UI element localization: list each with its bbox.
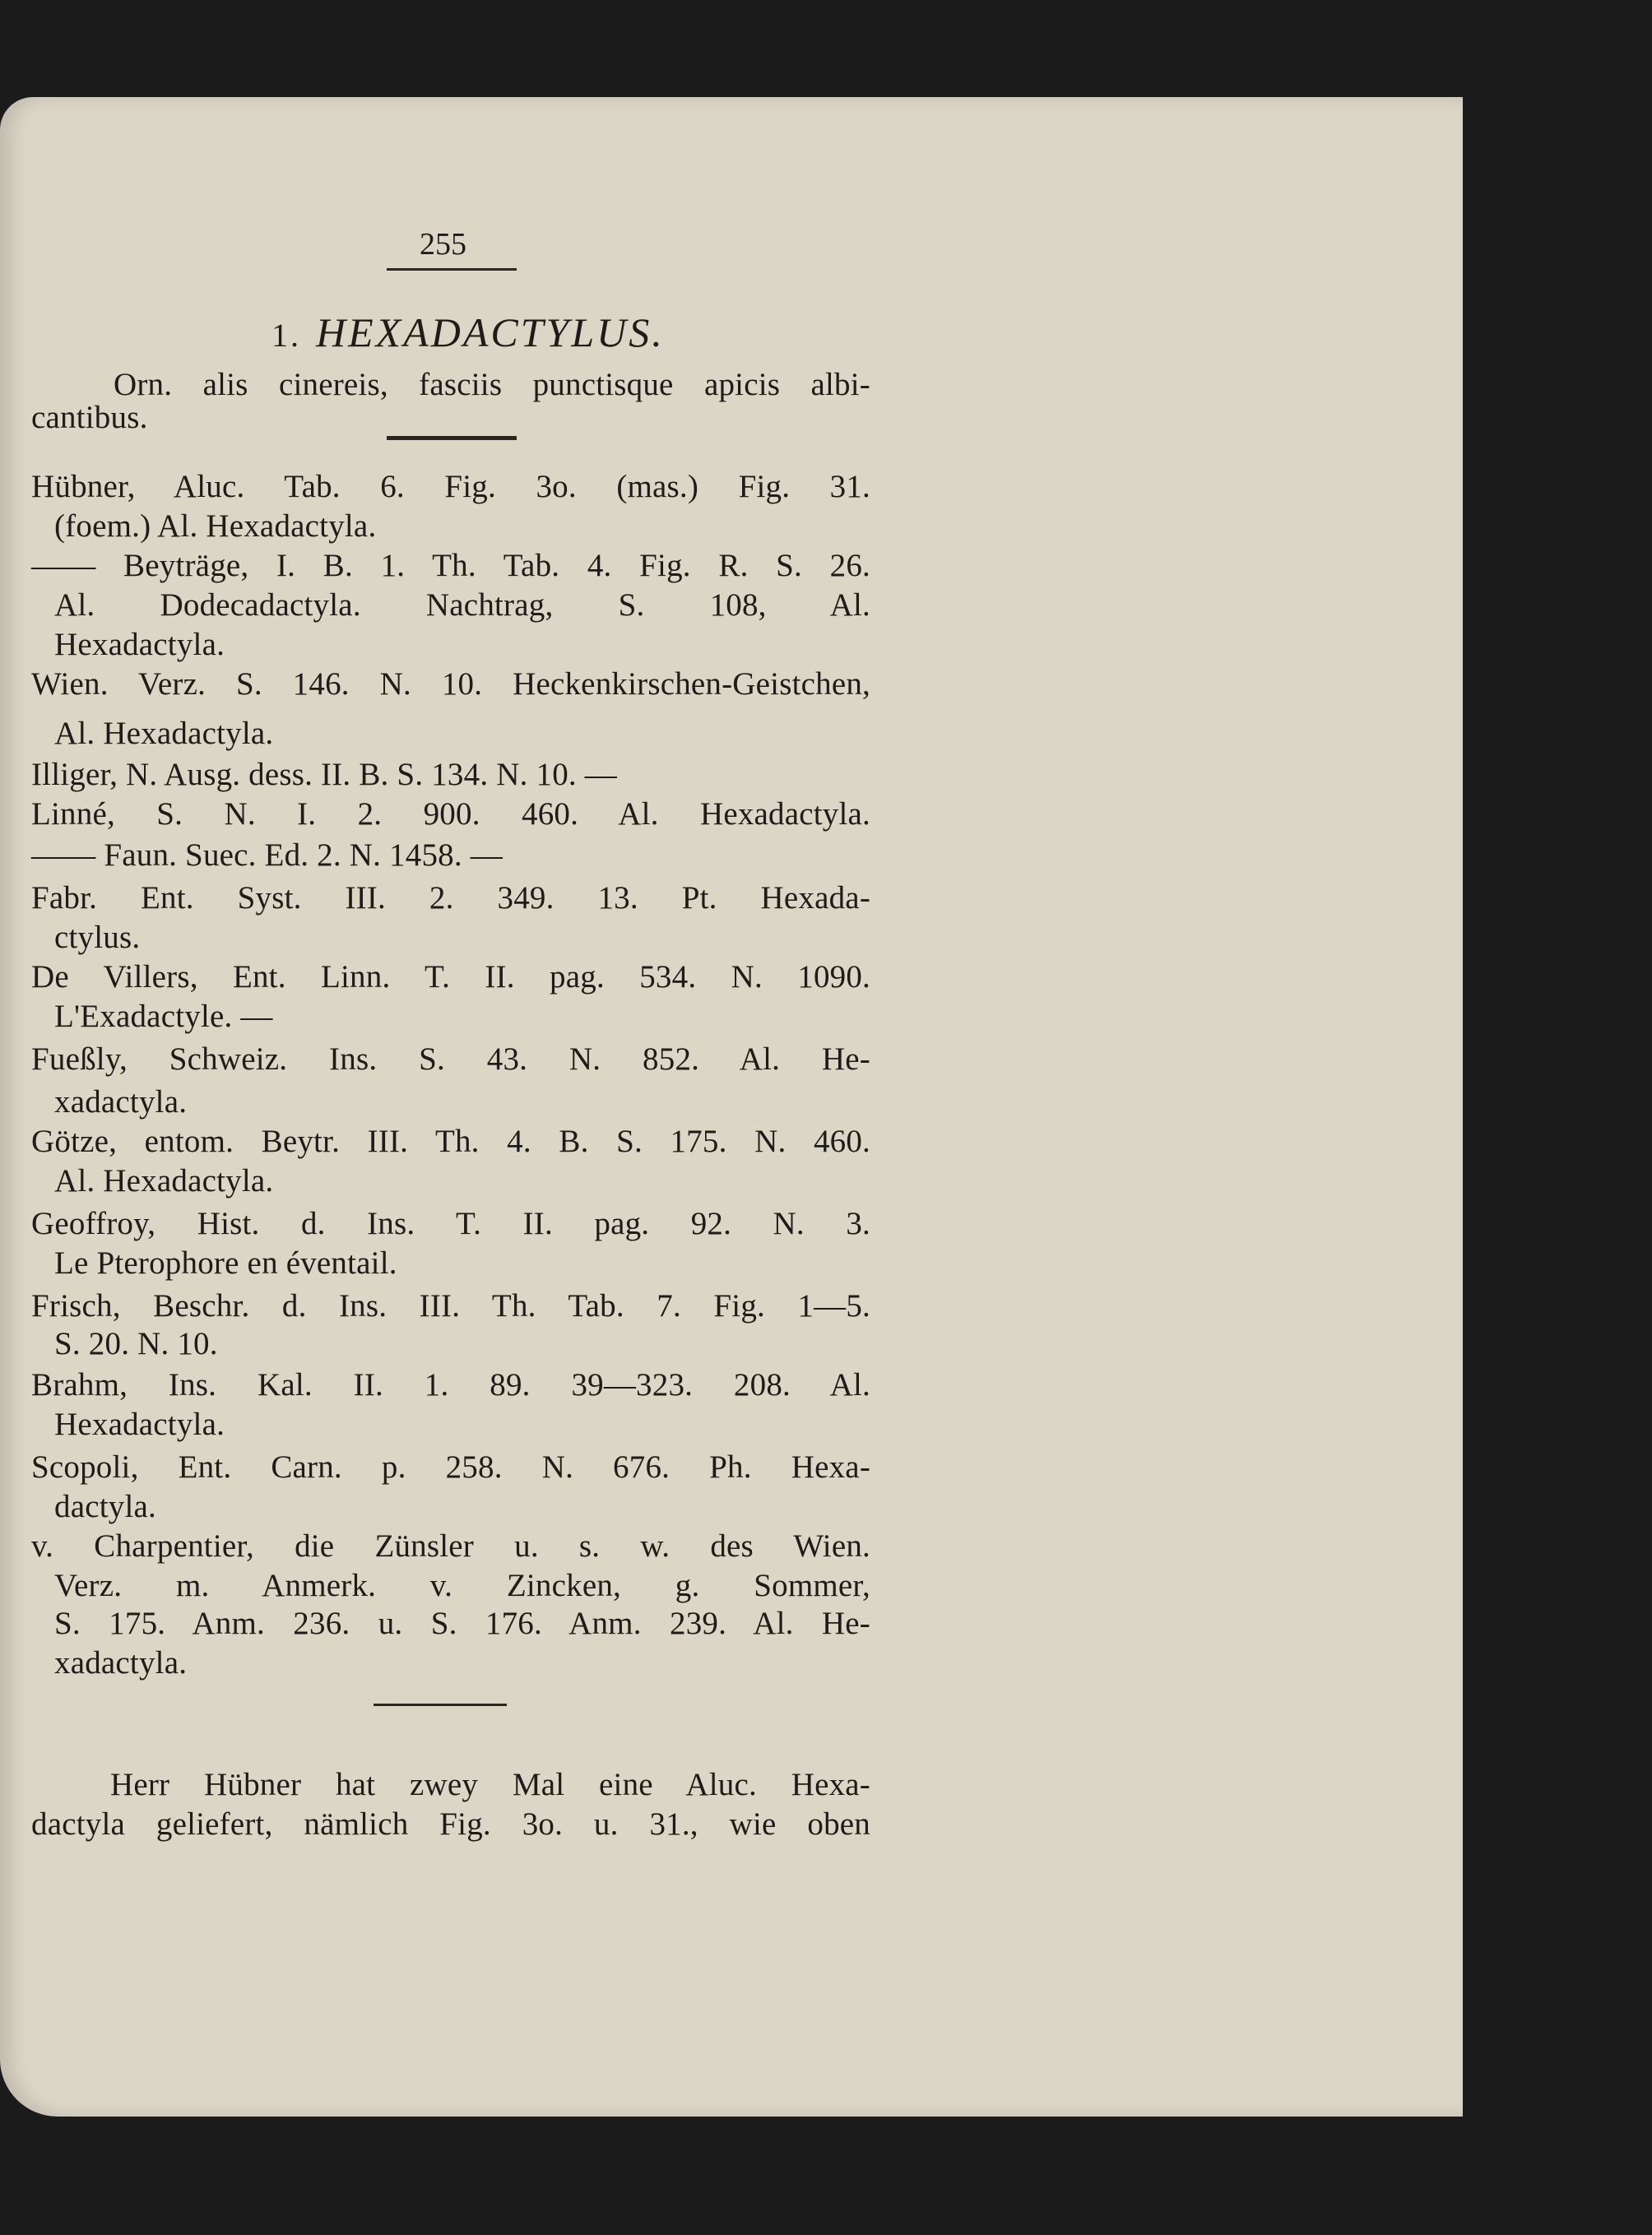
reference-line: Scopoli, Ent. Carn. p. 258. N. 676. Ph. Hexa- [31,1449,870,1485]
divider [387,268,517,271]
divider [374,1704,507,1706]
reference-line: dactyla. [54,1489,156,1524]
reference-line: Fueßly, Schweiz. Ins. S. 43. N. 852. Al. He- [31,1041,870,1077]
reference-line: —— Beyträge, I. B. 1. Th. Tab. 4. Fig. R. S. 26. [31,548,870,583]
reference-line: Al. Hexadactyla. [54,716,274,751]
note-line: Herr Hübner hat zwey Mal eine Aluc. Hexa- [110,1767,870,1802]
diagnosis-line: cantibus. [31,400,148,435]
diagnosis-line: Orn. alis cinereis, fasciis punctisque apicis albi- [114,367,870,402]
reference-line: ctylus. [54,920,141,955]
reference-line: S. 175. Anm. 236. u. S. 176. Anm. 239. Al. He- [54,1606,870,1641]
reference-line: xadactyla. [54,1084,188,1120]
reference-line: (foem.) Al. Hexadactyla. [54,508,377,544]
note-line: dactyla geliefert, nämlich Fig. 3o. u. 31., wie oben [31,1806,870,1842]
reference-line: Brahm, Ins. Kal. II. 1. 89. 39—323. 208. Al. [31,1367,870,1403]
section-heading [271,308,665,356]
heading-number: 1. [271,317,301,354]
reference-line: Verz. m. Anmerk. v. Zincken, g. Sommer, [54,1568,870,1603]
reference-line: L'Exadactyle. — [54,999,273,1034]
reference-line: Götze, entom. Beytr. III. Th. 4. B. S. 175. N. 460. [31,1124,870,1159]
reference-line: S. 20. N. 10. [54,1326,218,1361]
reference-line: De Villers, Ent. Linn. T. II. pag. 534. N. 1090. [31,959,870,995]
reference-line: Illiger, N. Ausg. dess. II. B. S. 134. N. 10. — [31,757,617,792]
divider [387,436,517,440]
reference-line: Wien. Verz. S. 146. N. 10. Heckenkirschen-Geistchen, [31,666,870,702]
reference-line: Al. Hexadactyla. [54,1163,274,1199]
page-number: 255 [420,227,466,262]
reference-line: Frisch, Beschr. d. Ins. III. Th. Tab. 7. Fig. 1—5. [31,1288,870,1324]
reference-line: —— Faun. Suec. Ed. 2. N. 1458. — [31,837,503,873]
reference-line: xadactyla. [54,1645,188,1681]
heading-name: HEXADACTYLUS. [316,309,665,355]
reference-line: Fabr. Ent. Syst. III. 2. 349. 13. Pt. Hexada- [31,880,870,916]
reference-line: Linné, S. N. I. 2. 900. 460. Al. Hexadactyla. [31,796,870,832]
reference-line: Al. Dodecadactyla. Nachtrag, S. 108, Al. [54,587,870,623]
reference-line: v. Charpentier, die Zünsler u. s. w. des Wien. [31,1528,870,1564]
reference-line: Hexadactyla. [54,627,225,662]
reference-line: Hexadactyla. [54,1407,225,1442]
reference-line: Hübner, Aluc. Tab. 6. Fig. 3o. (mas.) Fig. 31. [31,469,870,504]
reference-line: Geoffroy, Hist. d. Ins. T. II. pag. 92. N. 3. [31,1206,870,1241]
reference-line: Le Pterophore en éventail. [54,1245,397,1281]
